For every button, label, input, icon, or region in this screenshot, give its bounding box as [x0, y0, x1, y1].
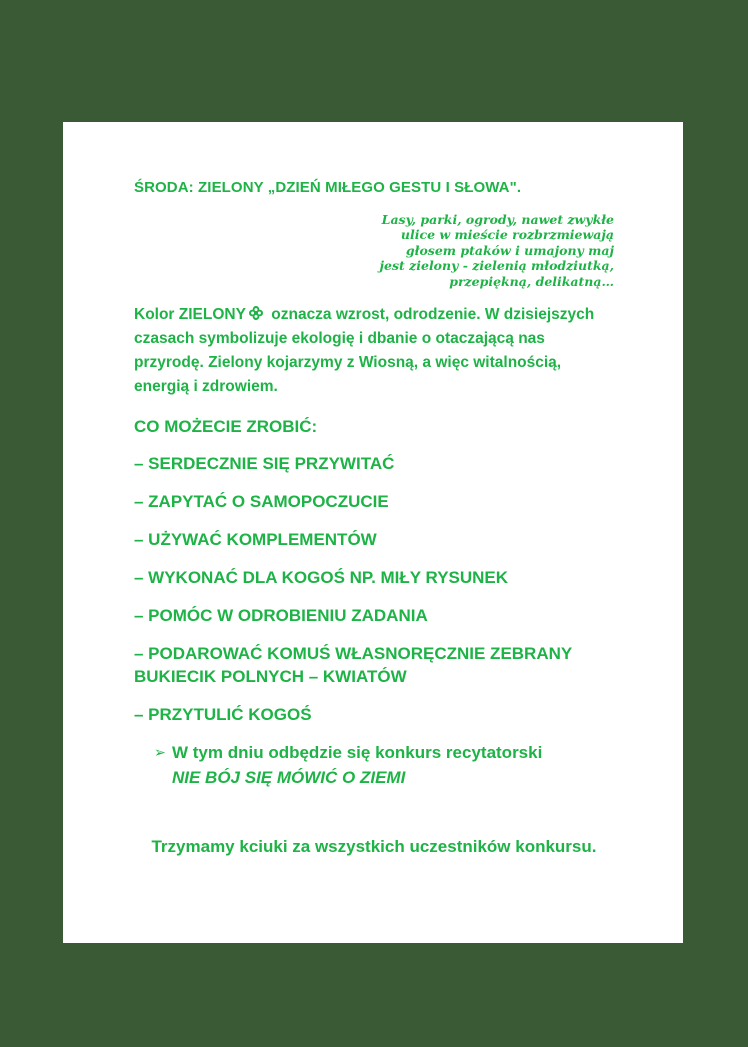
poem-line: ulice w mieście rozbrzmiewają	[400, 227, 614, 243]
document-content	[134, 178, 614, 860]
poem-line: głosem ptaków i umajony maj	[405, 242, 614, 258]
document-page	[63, 122, 683, 943]
poem-line: Lasy, parki, ogrody, nawet zwykłe	[381, 212, 614, 227]
poem-line: przepiękną, delikatną…	[449, 273, 614, 289]
list-item: – PODAROWAĆ KOMUŚ WŁASNORĘCZNIE ZEBRANY BUKIECIK POLNYCH – KWIATÓW	[134, 644, 572, 687]
contest-info	[154, 740, 614, 790]
contest-info-text: W tym dniu odbędzie się konkurs recytatorski	[172, 743, 543, 763]
paragraph-start: Kolor ZIELONY	[134, 306, 246, 324]
color-description	[134, 303, 614, 399]
poem-quote	[134, 212, 614, 289]
list-item: – WYKONAĆ DLA KOGOŚ NP. MIŁY RYSUNEK	[134, 568, 509, 588]
list-item: – ZAPYTAĆ O SAMOPOCZUCIE	[134, 492, 389, 512]
poem-line: jest zielony - zielenią młodziutką,	[379, 258, 614, 274]
list-item: – SERDECZNIE SIĘ PRZYWITAĆ	[134, 454, 395, 474]
contest-title: NIE BÓJ SIĘ MÓWIĆ O ZIEMI	[172, 768, 406, 788]
list-item: – PRZYTULIĆ KOGOŚ	[134, 705, 312, 725]
paragraph-rest: oznacza wzrost, odrodzenie. W dzisiejszych czasach symbolizuje ekologię i dbanie o otaczającą nas przyrodę. Zielony kojarzymy z Wiosną, a więc witalnością, energią i zdrowiem.	[134, 306, 595, 396]
arrow-bullet-icon: ➢	[154, 744, 166, 761]
list-item: – UŻYWAĆ KOMPLEMENTÓW	[134, 530, 377, 550]
section-title: CO MOŻECIE ZROBIĆ:	[134, 417, 318, 437]
day-heading: ŚRODA: ZIELONY „DZIEŃ MIŁEGO GESTU I SŁOWA".	[134, 179, 522, 196]
list-item: – POMÓC W ODROBIENIU ZADANIA	[134, 606, 428, 626]
clover-icon	[248, 305, 264, 321]
closing-message: Trzymamy kciuki za wszystkich uczestników konkursu.	[151, 837, 597, 857]
